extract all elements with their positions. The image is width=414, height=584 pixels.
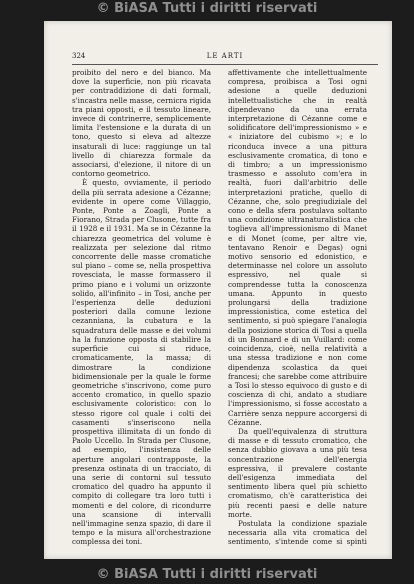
paragraph: Da quell'equivalenza di struttura di masse e di tessuto cromatico, che senza dubbio giovava a una più tesa concentrazione dell'energia espressiva, il prevalere costante dell'esigenza immediata del sentimento libera quel più schietto cromatismo, ch'è caratteristica dei più recenti paesi e delle nature morte.: [228, 426, 367, 519]
paragraph: affettivamente che intellettualmente compresa, proibisca a Tosi ogni adesione a quelle deduzioni intellettualistiche che in realtà dipendevano da una errata interpretazione di Cézanne come e solidificatore dell'impressionismo » e « iniziatore del cubismo »; e lo riconduca invece a una pittura esclusivamente cromatica, di tono e di timbro; a un impressionismo trasmesso e assoluto com'era in realtà, fuori dall'arbitrio delle interpretazioni pratiche, quello di Cézanne, che, solo pregiudiziale del cono e della sfera postulava soltanto una condizione ultranaturalistica che toglieva all'impressionismo di Manet e di Monet (come, per altre vie, tentavano Renoir e Degas) ogni motivo sensorio ed edonistico, e determinasse nel colore un assoluto espressivo, nel quale si comprendesse tutta la conoscenza umana. Appunto in questo prolungarsi della tradizione impressionistica, come estetica del sentimento, si può spiegare l'analogia della posizione storica di Tosi a quella di un Bonnard e di un Vuillard: come coincidenza, cioè, nella relatività a una stessa tradizione e non come dipendenza scolastica da quei francesi; che sarebbe come attribuire a Tosi lo stesso equivoco di gusto e di coscienza di chi, andato a studiare l'impressionismo, si fosse accostato a Carrière senza neppure accorgersi di Cézanne.: [228, 68, 367, 427]
paragraph: proibito del nero e del bianco. Ma dove la superficie, non più ricavata per contraddizione di dati formali, s'incastra nelle masse, cernicra rigida tra piani opposti, e il tessuto lineare, invece di contrinerre, semplicemente limita l'estensione e la durata di un tono, questo si eleva ad altezze insaturali di luce: raggiunge un tal livello di chiarezza formale da associarsi, d'elezione, il nitore di un contorno geometrico.: [72, 68, 211, 179]
header-rule: [72, 64, 378, 65]
watermark-bottom: © BiASA Tutti i diritti riservati: [96, 567, 318, 582]
paragraph: È questo, ovviamente, il periodo della più serrata adesione a Cézanne; evidente in opere come Villaggio, Ponte, Ponte a Zoagli, Ponte a Fiorano, Strada per Clusone, tutte fra il 1928 e il 1931. Ma se in Cézanne la chiarezza geometrica del volume è realizzata per selezione dal ritmo concorrente delle masse cromatiche sul piano – come se, nella prospettiva rovesciata, le masse formassero il primo piano e i volumi un orizzonte solido, all'infinito – in Tosi, anche per l'esperienza delle deduzioni posteriori dalla comune lezione cezanniana, la cubatura e la squadratura delle masse e dei volumi ha la funzione opposta di stabilire la superficie cui si riduce, cromaticamente, la massa; di dimostrare la condizione bidimensionale per la quale le forme geometriche s'inscrivono, come puro accento cromatico, in quello spazio esclusivamente coloristico: con lo stesso rigore col quale i colti dei casamenti s'inseriscono nella prospettiva illimitata di un fondo di Paolo Uccello. In Strada per Clusone, ad esempio, l'insistenza delle aperture angolari contrapposte, la presenza ostinata di un tracciato, di una serie di contorni sul tessuto cromatico del quadro ha appunto il compito di collegare tra loro tutti i momenti e del colore, di ricondurre una scansione di intervalli nell'immagine senza spazio, di dare il tempo e la misura all'orchestrazione complessa dei toni.: [72, 178, 211, 547]
page-number: 324: [72, 52, 86, 60]
page-header: [72, 51, 378, 61]
paragraph: [72, 547, 211, 548]
left-column: [72, 68, 211, 548]
right-column: [228, 68, 367, 548]
paragraph: Postulata la condizione spaziale necessaria alla vita cromatica del sentimento, s'intende come si spinti: [228, 518, 367, 547]
book-page: [44, 21, 392, 559]
watermark-top: © BiASA Tutti i diritti riservati: [96, 1, 318, 16]
running-title: LE ARTI: [206, 52, 244, 60]
